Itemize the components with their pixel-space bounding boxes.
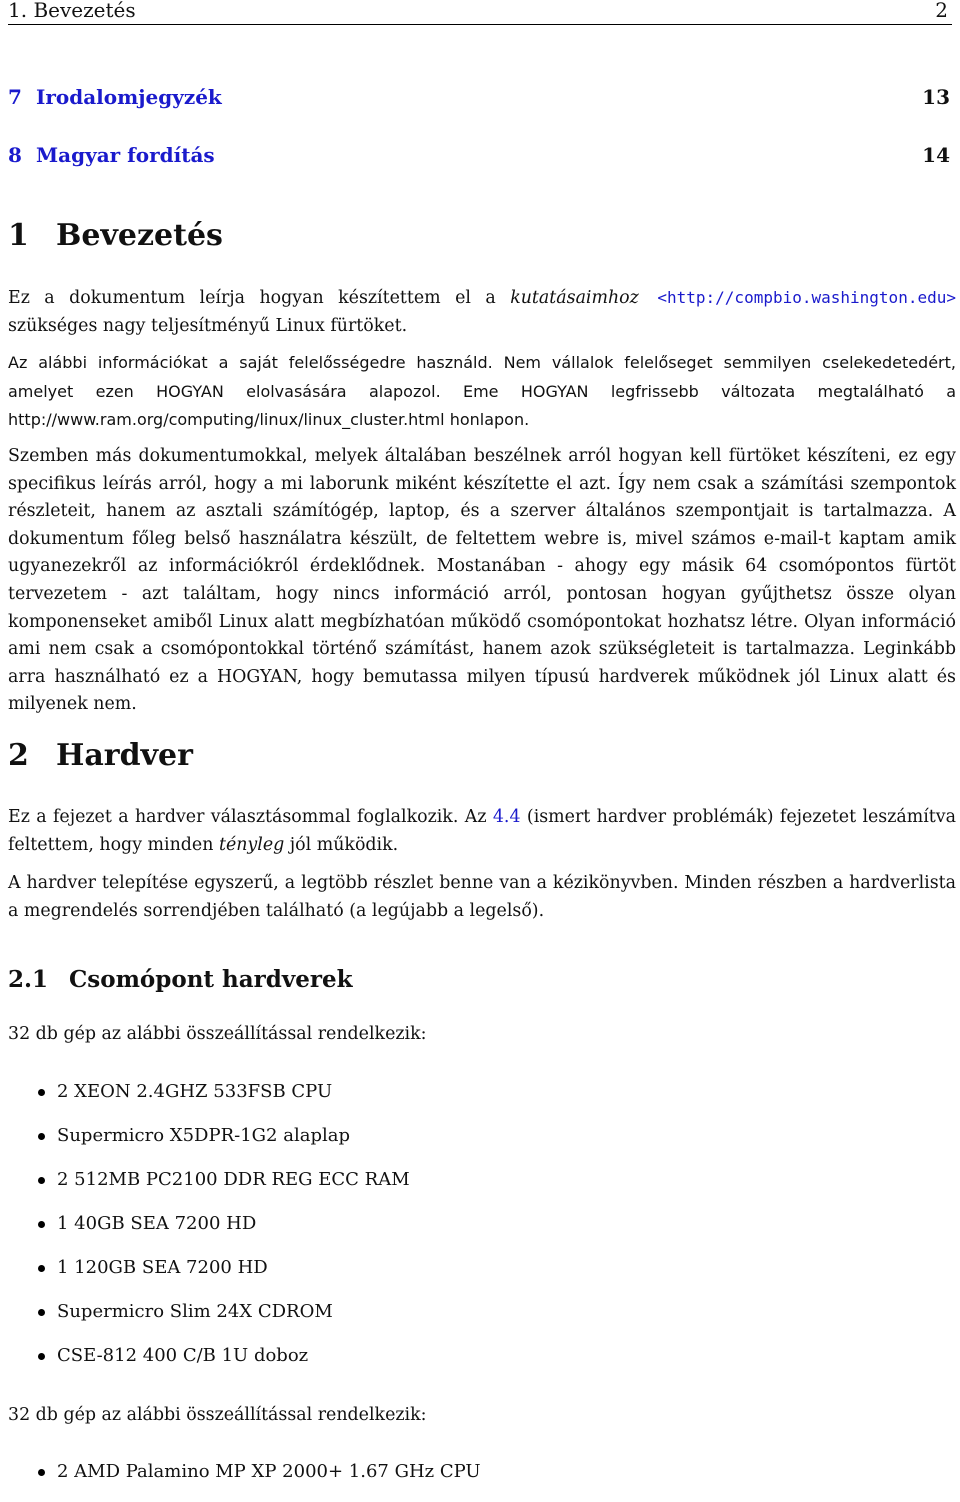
list-item	[8, 1166, 410, 1210]
toc-entry-number: 7	[8, 85, 22, 109]
bullet-icon	[38, 1469, 45, 1476]
bullet-icon	[38, 1177, 45, 1184]
running-head	[8, 0, 952, 25]
list-item	[8, 1254, 410, 1298]
text-run: szükséges nagy teljesítményű Linux fürtöket.	[8, 315, 408, 336]
bullet-icon	[38, 1353, 45, 1360]
list-item	[8, 1078, 410, 1122]
list-item	[8, 1122, 410, 1166]
section-number: 2	[8, 738, 29, 773]
bullet-icon	[38, 1309, 45, 1316]
subsection-number: 2.1	[8, 966, 49, 993]
list-item-text: Supermicro X5DPR-1G2 alaplap	[57, 1125, 350, 1146]
toc-entry-title[interactable]: Irodalomjegyzék	[36, 85, 222, 109]
list-item-text: 2 AMD Palamino MP XP 2000+ 1.67 GHz CPU	[57, 1461, 481, 1482]
list-item	[8, 1458, 481, 1502]
toc-entry-page: 14	[922, 143, 950, 167]
list-item-text: 1 120GB SEA 7200 HD	[57, 1257, 268, 1278]
running-head-page: 2	[935, 0, 948, 22]
sans-text-run: honlapon.	[444, 410, 530, 430]
hardware-list	[8, 1078, 410, 1386]
bullet-icon	[38, 1221, 45, 1228]
list-item	[8, 1210, 410, 1254]
hardware-list	[8, 1458, 481, 1502]
subsection-title: Csomópont hardverek	[69, 966, 353, 993]
section-title: Hardver	[56, 738, 193, 773]
running-head-section: 1. Bevezetés	[8, 0, 136, 22]
compbio-url-link[interactable]: <http://compbio.washington.edu>	[638, 288, 956, 307]
section-heading	[8, 738, 193, 773]
list-item-text: 2 XEON 2.4GHZ 533FSB CPU	[57, 1081, 333, 1102]
list-item-text: CSE-812 400 C/B 1U doboz	[57, 1345, 309, 1366]
toc-entry-title[interactable]: Magyar fordítás	[36, 143, 215, 167]
paragraph	[8, 349, 956, 435]
italic-text: kutatásaimhoz	[510, 288, 639, 308]
ram-org-url[interactable]: http://www.ram.org/computing/linux/linux_cluster.html	[8, 410, 445, 430]
toc-entry[interactable]	[8, 85, 950, 113]
toc-entry[interactable]	[8, 143, 950, 171]
list-item-text: Supermicro Slim 24X CDROM	[57, 1301, 333, 1322]
paragraph: 32 db gép az alábbi összeállítással rendelkezik:	[8, 1024, 427, 1044]
bullet-icon	[38, 1089, 45, 1096]
section-heading	[8, 218, 223, 253]
paragraph: 32 db gép az alábbi összeállítással rendelkezik:	[8, 1405, 427, 1425]
text-run: Ez a dokumentum leírja hogyan készítettem el a	[8, 288, 511, 308]
paragraph: Szemben más dokumentumokkal, melyek általában beszélnek arról hogyan kell fürtöket készíteni, ez egy specifikus leírás arról, hogy a mi laborunk miként készítette el azt. Így nem csak a számítási szempontok részleteit, hanem az asztali számítógép, laptop, és a szerver általános szempontjait is tartalmazza. A dokumentum főleg belső használatra készült, de feltettem webre is, mivel számos e-mail-t kaptam amik ugyanezekről az információkról érdeklődnek. Mostanában - ahogy egy másik 64 csomópontos fürtöt tervezetem - azt találtam, hogy nincs információ arról, pontosan hogyan gyűjthetsz össze olyan komponenseket amiből Linux alatt megbízhatóan működő csomópontokat hozhatsz létre. Olyan információ ami nem csak a csomópontokkal történő számítást, hanem azok szükségleteit is tartalmazza. Leginkább arra használható ez a HOGYAN, hogy bemutassa milyen típusú hardverek működnek jól Linux alatt és milyenek nem.	[8, 446, 956, 715]
list-item-text: 2 512MB PC2100 DDR REG ECC RAM	[57, 1169, 410, 1190]
section-reference-link[interactable]: 4.4	[492, 807, 521, 827]
bullet-icon	[38, 1133, 45, 1140]
paragraph	[8, 804, 956, 859]
paragraph: A hardver telepítése egyszerű, a legtöbb részlet benne van a kézikönyvben. Minden részben a hardverlista a megrendelés sorrendjében található (a legújabb a legelső).	[8, 873, 956, 921]
text-run: (ismert hardver problémák) fejezetet leszámítva feltettem, hogy minden	[8, 807, 956, 855]
toc-entry-page: 13	[922, 85, 950, 109]
list-item	[8, 1342, 410, 1386]
list-item	[8, 1298, 410, 1342]
italic-text: tényleg	[218, 834, 285, 855]
sans-text-run: Nem vállalok felelőseget semmilyen cselekedetedért, amelyet ezen HOGYAN elolvasására alapozol. Eme HOGYAN legfrissebb változata megtalálható a	[8, 353, 956, 401]
sans-text-run: Az alábbi információkat a saját felelősségedre használd.	[8, 353, 493, 372]
section-number: 1	[8, 218, 29, 253]
list-item-text: 1 40GB SEA 7200 HD	[57, 1213, 257, 1234]
text-run: jól működik.	[284, 834, 399, 855]
toc-entry-number: 8	[8, 143, 22, 167]
subsection-heading	[8, 966, 353, 993]
bullet-icon	[38, 1265, 45, 1272]
section-title: Bevezetés	[56, 218, 223, 253]
text-run: Ez a fejezet a hardver választásommal foglalkozik. Az	[8, 807, 493, 827]
paragraph	[8, 284, 956, 340]
